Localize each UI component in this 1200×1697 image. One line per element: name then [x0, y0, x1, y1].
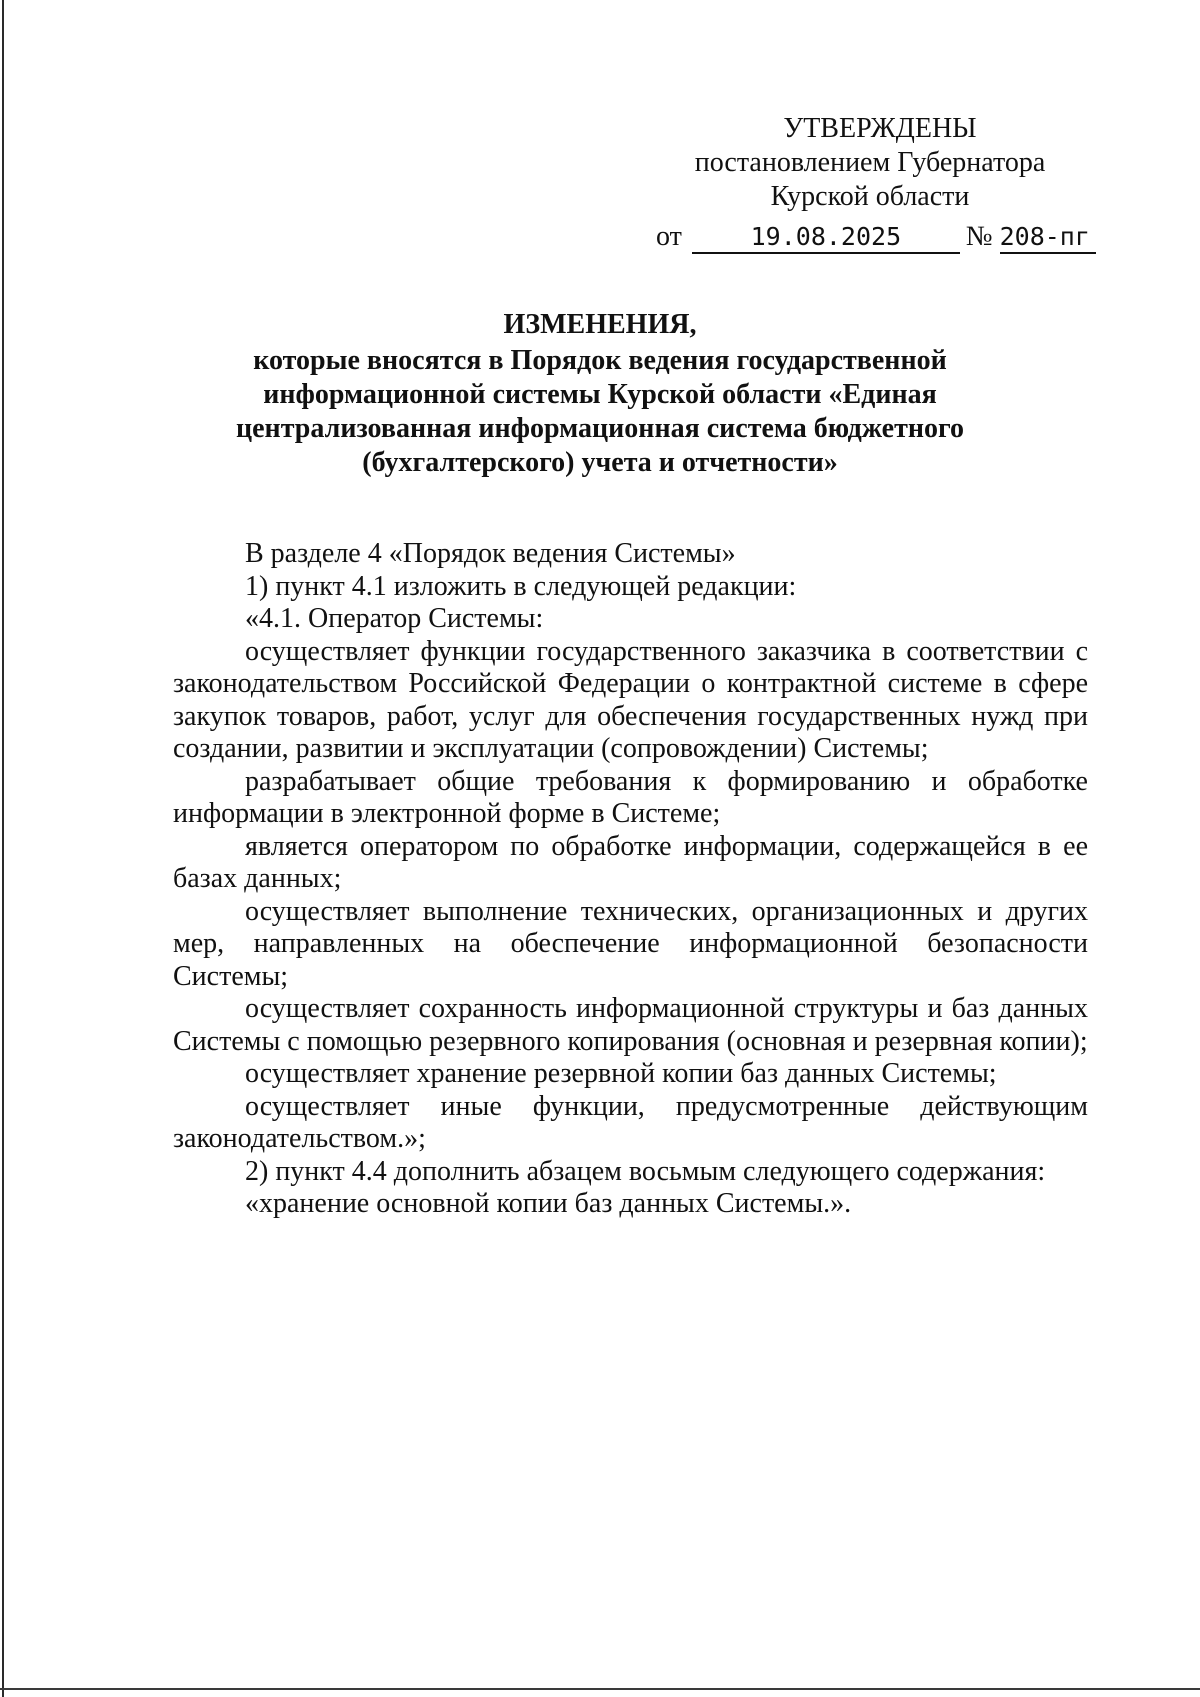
approval-line-2: Курской области: [770, 181, 970, 212]
approval-title: УТВЕРЖДЕНЫ: [783, 113, 977, 144]
approval-block: [640, 112, 1100, 214]
approval-date: 19.08.2025: [692, 222, 960, 254]
paragraph-function-storage: осуществляет хранение резервной копии баз данных Системы;: [245, 1058, 997, 1089]
date-prefix: от: [656, 221, 682, 252]
paragraph-item-1: 1) пункт 4.1 изложить в следующей редакции:: [245, 570, 797, 602]
paragraph-section-intro: В разделе 4 «Порядок ведения Системы»: [245, 538, 736, 569]
document-body: [173, 538, 1088, 1221]
number-sign: №: [965, 221, 993, 252]
paragraph-item-2: 2) пункт 4.4 дополнить абзацем восьмым следующего содержания:: [245, 1155, 1046, 1187]
paragraph-function-requirements: разрабатывает общие требования к формированию и обработке информации в электронной форме в Системе;: [173, 765, 1088, 829]
scan-left-edge: [2, 0, 4, 1697]
scan-bottom-edge: [0, 1688, 1200, 1690]
document-heading: [180, 308, 1020, 480]
approval-line-1: постановлением Губернатора: [694, 147, 1046, 178]
paragraph-function-backup: осуществляет сохранность информационной структуры и баз данных Системы с помощью резервного копирования (основная и резервная копии);: [173, 993, 1088, 1057]
paragraph-function-operator: является оператором по обработке информации, содержащейся в ее базах данных;: [173, 830, 1088, 894]
paragraph-clause-4-1: «4.1. Оператор Системы:: [245, 603, 544, 634]
heading-title: ИЗМЕНЕНИЯ,: [503, 309, 697, 340]
approval-date-line: [656, 220, 1096, 254]
paragraph-function-other: осуществляет иные функции, предусмотренные действующим законодательством.»;: [173, 1090, 1088, 1154]
approval-number: 208-пг: [1000, 222, 1096, 254]
paragraph-function-security: осуществляет выполнение технических, организационных и других мер, направленных на обеспечение информационной безопасности Системы;: [173, 895, 1088, 992]
heading-subtitle: которые вносятся в Порядок ведения государственной информационной системы Курской области «Единая централизованная информационная система бюджетного (бухгалтерского) учета и отчетности»: [236, 345, 964, 478]
paragraph-new-clause: «хранение основной копии баз данных Системы.».: [245, 1188, 852, 1219]
paragraph-function-customer: осуществляет функции государственного заказчика в соответствии с законодательством Российской Федерации о контрактной системе в сфере закупок товаров, работ, услуг для обеспечения государственных нужд при создании, развитии и эксплуатации (сопровождении) Системы;: [173, 635, 1088, 764]
